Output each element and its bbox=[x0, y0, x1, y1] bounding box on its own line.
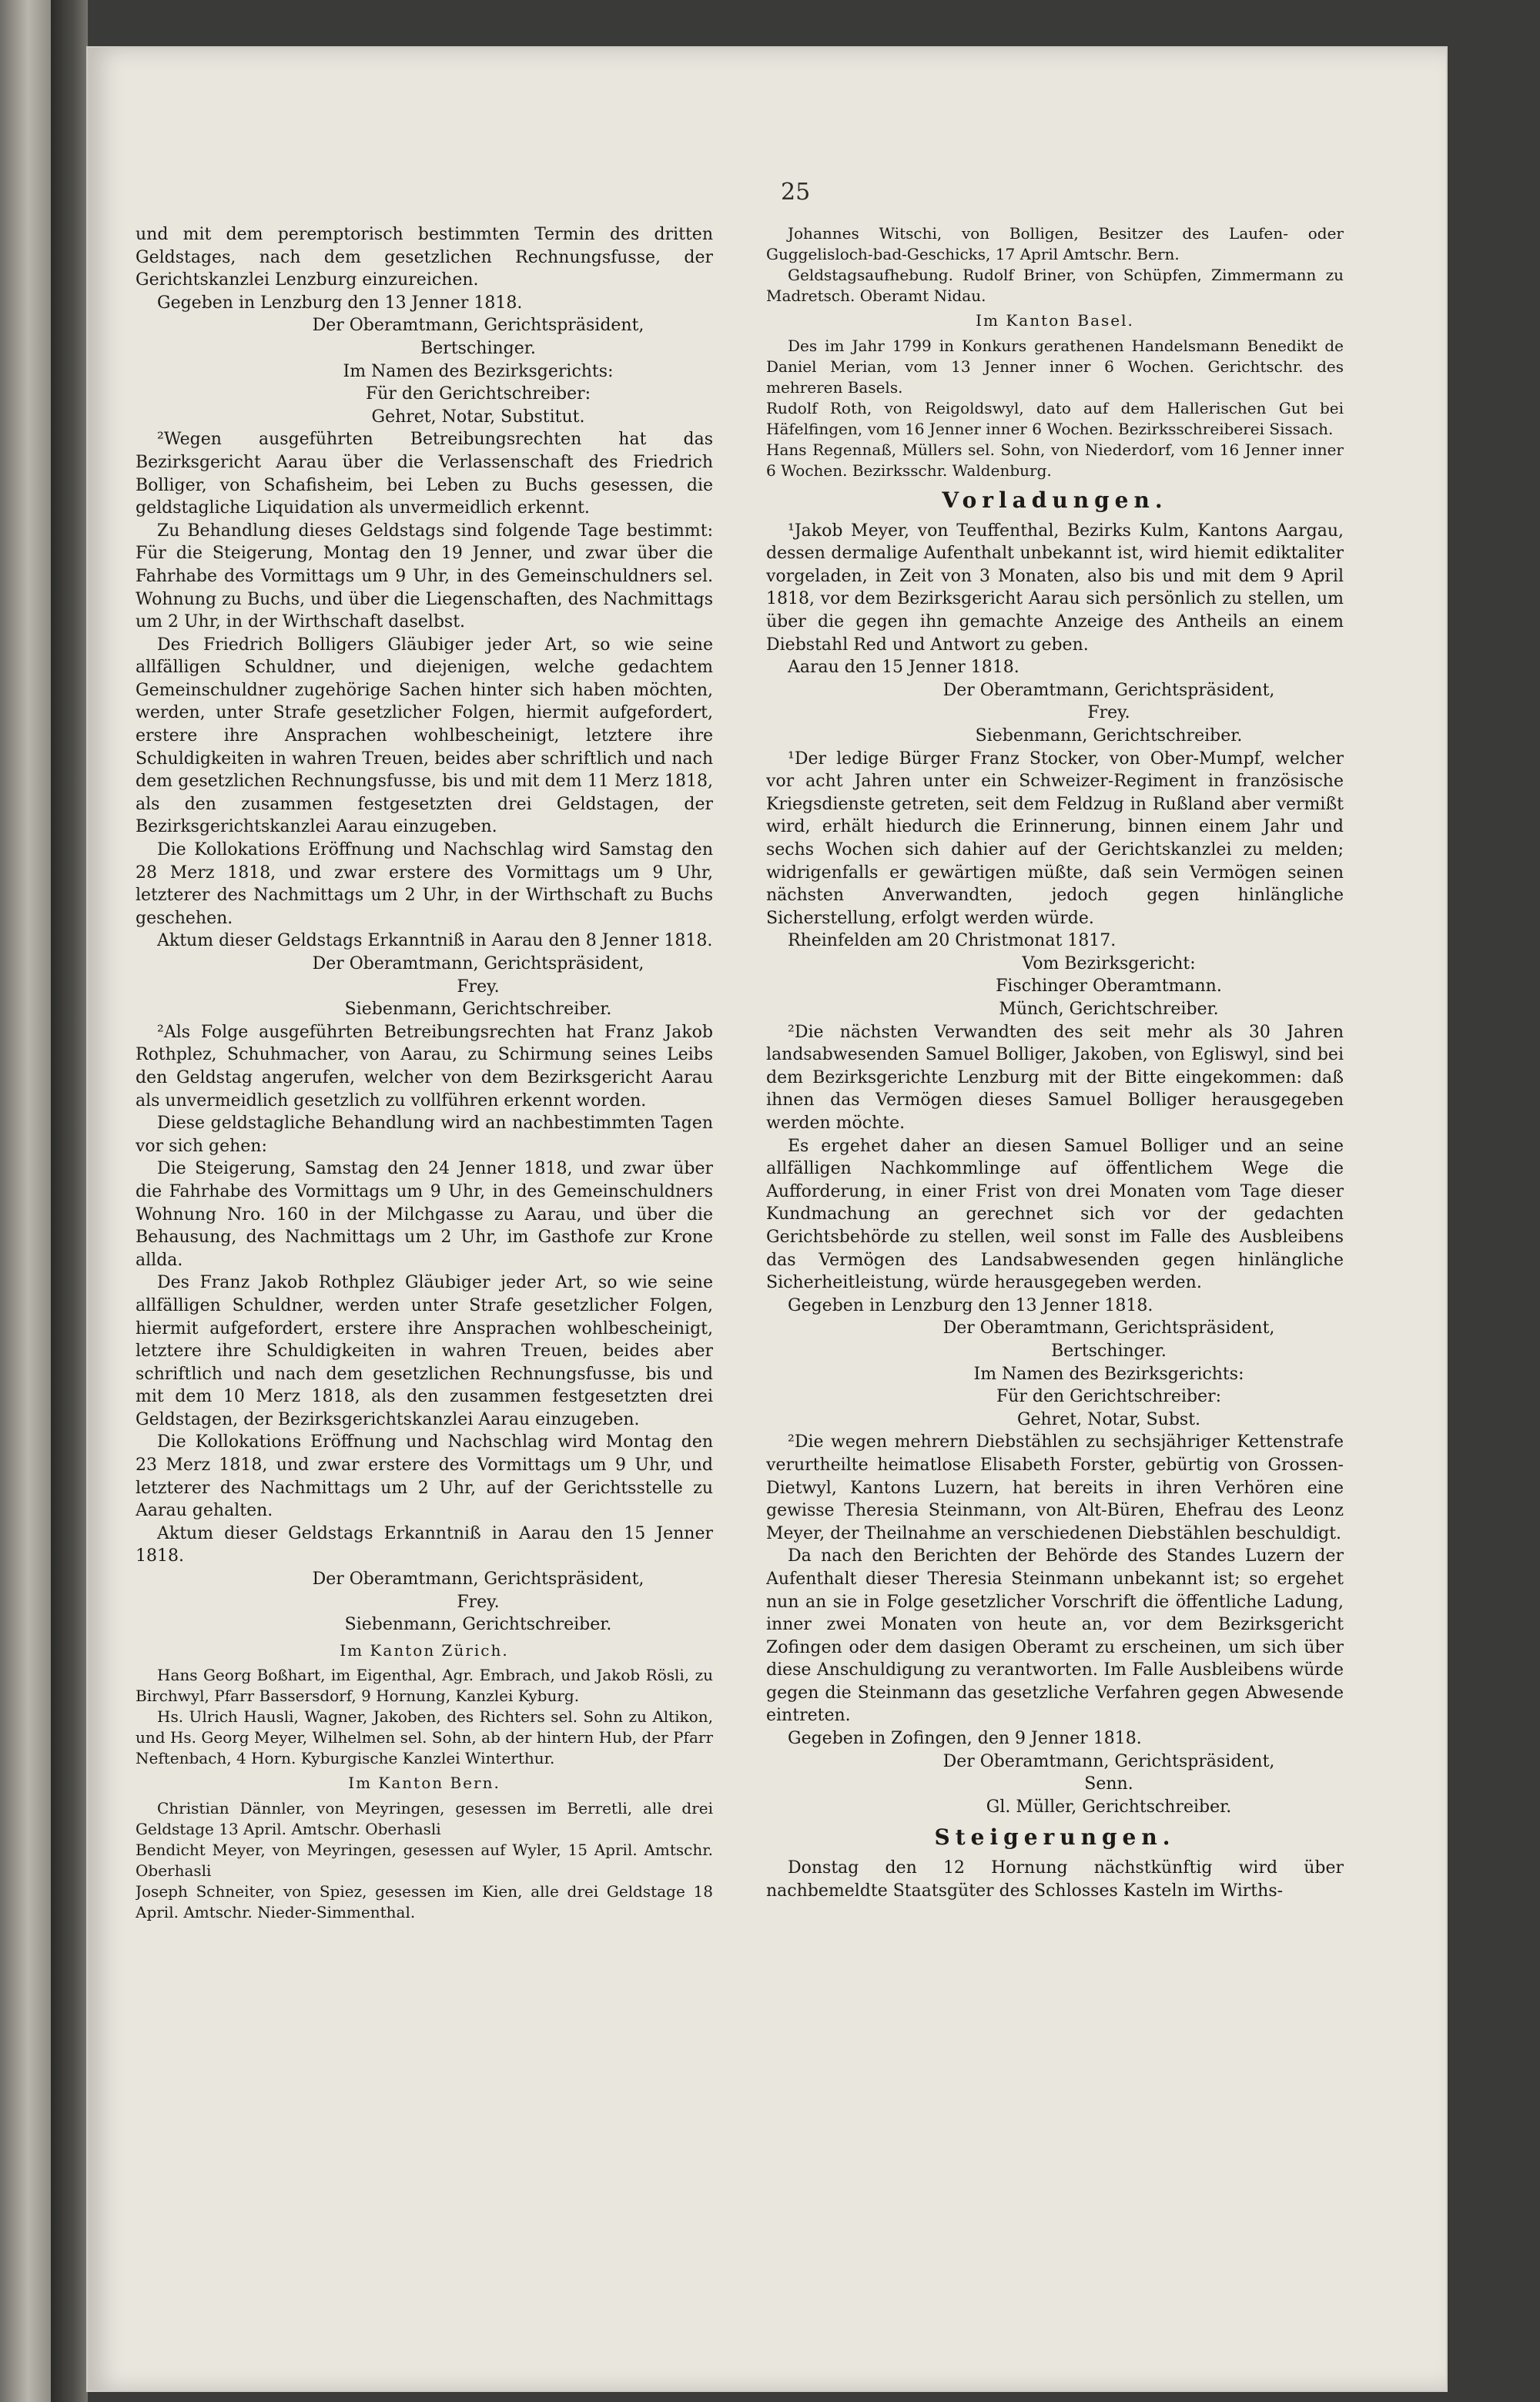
list-entry: Hs. Ulrich Hausli, Wagner, Jakoben, des Richters sel. Sohn zu Altikon, und Hs. Georg Meyer, Wilhelmen sel. Sohn, ab der hintern Hub, der Pfarr Neftenbach, 4 Horn. Kyburgische Kanzlei Winterthur. bbox=[136, 1707, 713, 1768]
signature-line: Bertschinger. bbox=[1051, 1341, 1167, 1361]
list-entry: Joseph Schneiter, von Spiez, gesessen im Kien, alle drei Geldstage 18 April. Amtschr. Nieder-Simmenthal. bbox=[136, 1882, 713, 1921]
page-number: 25 bbox=[781, 179, 811, 206]
signature-line: Fischinger Oberamtmann. bbox=[996, 977, 1222, 997]
section-subheading: Im Kanton Basel. bbox=[976, 311, 1134, 330]
list-entry: Hans Regennaß, Müllers sel. Sohn, von Niederdorf, vom 16 Jenner inner 6 Wochen. Bezirksschr. Waldenburg. bbox=[766, 440, 1344, 480]
signature-line: Im Namen des Bezirksgerichts: bbox=[343, 361, 614, 381]
paragraph: Des Friedrich Bolligers Gläubiger jeder Art, so wie seine allfälligen Schuldner, und diejenigen, welche gedachtem Gemeinschuldner zugehörige Sachen hinter sich haben möchten, werden, unter Strafe gesetzlicher Folgen, hiermit aufgefordert, erstere ihre Ansprachen wohlbescheinigt, letztere ihre Schuldigkeiten in wahren Treuen, beides aber schriftlich und nach dem gesetzlichen Rechnungsfusse, bis und mit dem 11 Merz 1818, als den zusammen festgesetzten drei Geldstagen, der Bezirksgerichtskanzlei Aarau einzugeben. bbox=[136, 635, 713, 837]
signature-line: Gl. Müller, Gerichtschreiber. bbox=[986, 1797, 1232, 1817]
signature-line: Siebenmann, Gerichtschreiber. bbox=[975, 725, 1243, 745]
paragraph: Aktum dieser Geldstags Erkanntniß in Aarau den 15 Jenner 1818. bbox=[136, 1523, 713, 1566]
dateline: Gegeben in Lenzburg den 13 Jenner 1818. bbox=[157, 293, 523, 313]
notice-paragraph: ²Wegen ausgeführten Betreibungsrechten hat das Bezirksgericht Aarau über die Verlassenschaft des Friedrich Bolliger, von Schafisheim, bei Leben zu Buchs gesessen, die geldstagliche Liquidation als unvermeidlich erkennt. bbox=[136, 430, 713, 518]
list-entry: Des im Jahr 1799 in Konkurs gerathenen Handelsmann Benedikt de Daniel Merian, vom 13 Jenner inner 6 Wochen. Gerichtschr. des mehreren Basels. bbox=[766, 336, 1344, 397]
notice-paragraph: ²Die wegen mehrern Diebstählen zu sechsjähriger Kettenstrafe verurtheilte heimatlose Elisabeth Forster, gebürtig von Grossen-Dietwyl, Kantons Luzern, hat bereits in ihren Verhören eine gewisse Theresia Steinmann, von Alt-Büren, Ehefrau des Leonz Meyer, der Theilnahme an verschiedenen Diebstählen beschuldigt. bbox=[766, 1432, 1344, 1543]
signature-line: Gehret, Notar, Subst. bbox=[1016, 1409, 1201, 1429]
adjacent-page-edge bbox=[0, 0, 51, 2402]
left-column bbox=[136, 223, 713, 2295]
paragraph: Des Franz Jakob Rothplez Gläubiger jeder Art, so wie seine allfälligen Schuldner, werden unter Strafe gesetzlicher Folgen, hiermit aufgefordert, erstere ihre Ansprachen wohlbescheinigt, letztere ihre Schuldigkeiten in wahren Treuen, beides aber schriftlich und nach dem gesetzlichen Rechnungsfusse, bis und mit dem 10 Merz 1818, als den zusammen festgesetzten drei Geldstagen, der Bezirksgerichtskanzlei Aarau einzugeben. bbox=[136, 1273, 713, 1429]
signature-line: Für den Gerichtschreiber: bbox=[365, 384, 591, 404]
signature-line: Frey. bbox=[457, 977, 500, 997]
section-subheading: Im Kanton Bern. bbox=[348, 1774, 500, 1793]
dateline: Gegeben in Lenzburg den 13 Jenner 1818. bbox=[788, 1295, 1153, 1315]
list-entry: Christian Dännler, von Meyringen, gesessen im Berretli, alle drei Geldstage 13 April. Amtschr. Oberhasli bbox=[136, 1799, 713, 1838]
signature-line: Bertschinger. bbox=[420, 338, 536, 358]
book-spine bbox=[51, 0, 88, 2402]
dateline: Gegeben in Zofingen, den 9 Jenner 1818. bbox=[788, 1729, 1142, 1749]
paragraph: und mit dem peremptorisch bestimmten Termin des dritten Geldstages, nach dem gesetzlichen Rechnungsfusse, der Gerichtskanzlei Lenzburg einzureichen. bbox=[136, 225, 713, 290]
signature-line: Der Oberamtmann, Gerichtspräsident, bbox=[312, 316, 644, 336]
notice-paragraph: ²Die nächsten Verwandten des seit mehr als 30 Jahren landsabwesenden Samuel Bolliger, Jakoben, von Egliswyl, sind bei dem Bezirksgerichte Lenzburg mit der Bitte eingekommen: daß ihnen das Vermögen dieses Samuel Bolliger herausgegeben werden möchte. bbox=[766, 1022, 1344, 1134]
paragraph: Die Steigerung, Samstag den 24 Jenner 1818, und zwar über die Fahrhabe des Vormittags um 9 Uhr, in des Gemeinschuldners Wohnung Nro. 160 in der Milchgasse zu Aarau, und über die Behausung, des Nachmittags um 2 Uhr, im Gasthofe zur Krone allda. bbox=[136, 1159, 713, 1270]
signature-line: Siebenmann, Gerichtschreiber. bbox=[344, 1000, 612, 1020]
signature-line: Vom Bezirksgericht: bbox=[1022, 953, 1196, 973]
list-entry: Bendicht Meyer, von Meyringen, gesessen auf Wyler, 15 April. Amtschr. Oberhasli bbox=[136, 1841, 713, 1880]
signature-line: Senn. bbox=[1084, 1774, 1133, 1794]
list-entry: Rudolf Roth, von Reigoldswyl, dato auf dem Hallerischen Gut bei Häfelfingen, vom 16 Jenner inner 6 Wochen. Bezirksschreiberei Sissach. bbox=[766, 398, 1344, 438]
section-heading: Steigerungen. bbox=[934, 1824, 1176, 1851]
section-heading: Vorladungen. bbox=[942, 487, 1168, 513]
signature-line: Der Oberamtmann, Gerichtspräsident, bbox=[942, 1318, 1275, 1338]
signature-line: Siebenmann, Gerichtschreiber. bbox=[344, 1615, 612, 1635]
dateline: Aarau den 15 Jenner 1818. bbox=[788, 658, 1019, 678]
paragraph: Die Kollokations Eröffnung und Nachschlag wird Montag den 23 Merz 1818, und zwar erstere des Vormittags um 9 Uhr, und letzterer des Nachmittags um 2 Uhr, auf der Gerichtsstelle zu Aarau gehalten. bbox=[136, 1432, 713, 1521]
paragraph: Da nach den Berichten der Behörde des Standes Luzern der Aufenthalt dieser Theresia Steinmann unbekannt ist; so ergehet nun an sie in Folge gesetzlicher Vorschrift die öffentliche Ladung, inner zwei Monaten von heute an, vor dem Bezirksgericht Zofingen oder dem dasigen Oberamt zu erscheinen, um sich über diese Anschuldigung zu verantworten. Im Falle Ausbleibens würde gegen die Steinmann das gesetzliche Verfahren gegen Abwesende eintreten. bbox=[766, 1546, 1344, 1726]
paragraph: Aktum dieser Geldstags Erkanntniß in Aarau den 8 Jenner 1818. bbox=[157, 931, 713, 951]
signature-line: Der Oberamtmann, Gerichtspräsident, bbox=[942, 680, 1275, 700]
right-column bbox=[766, 223, 1344, 2295]
signature-line: Der Oberamtmann, Gerichtspräsident, bbox=[312, 1570, 644, 1590]
signature-line: Frey. bbox=[1087, 703, 1130, 723]
paragraph: Donstag den 12 Hornung nächstkünftig wird über nachbemeldte Staatsgüter des Schlosses Kasteln im Wirths- bbox=[766, 1858, 1344, 1901]
section-subheading: Im Kanton Zürich. bbox=[340, 1640, 509, 1660]
notice-paragraph: ²Als Folge ausgeführten Betreibungsrechten hat Franz Jakob Rothplez, Schuhmacher, von Aarau, zu Schirmung seines Leibs den Geldstag angerufen, welcher von dem Bezirksgericht Aarau als unvermeidlich gesetzlich zu vollführen erkennt worden. bbox=[136, 1022, 713, 1111]
signature-line: Im Namen des Bezirksgerichts: bbox=[973, 1364, 1244, 1384]
paragraph: Die Kollokations Eröffnung und Nachschlag wird Samstag den 28 Merz 1818, und zwar erstere des Vormittags um 9 Uhr, letzterer des Nachmittags um 2 Uhr, in der Wirthschaft zu Buchs geschehen. bbox=[136, 840, 713, 928]
paragraph: Diese geldstagliche Behandlung wird an nachbestimmten Tagen vor sich gehen: bbox=[136, 1114, 713, 1156]
dateline: Rheinfelden am 20 Christmonat 1817. bbox=[788, 931, 1116, 951]
signature-line: Münch, Gerichtschreiber. bbox=[999, 1000, 1219, 1020]
paragraph: Zu Behandlung dieses Geldstags sind folgende Tage bestimmt: Für die Steigerung, Montag den 19 Jenner, und zwar über die Fahrhabe des Vormittags um 9 Uhr, in des Gemeinschuldners sel. Wohnung zu Buchs, und über die Liegenschaften, des Nachmittags um 2 Uhr, in der Wirthschaft daselbst. bbox=[136, 521, 713, 632]
signature-line: Der Oberamtmann, Gerichtspräsident, bbox=[312, 954, 644, 973]
list-entry: Hans Georg Boßhart, im Eigenthal, Agr. Embrach, und Jakob Rösli, zu Birchwyl, Pfarr Bassersdorf, 9 Hornung, Kanzlei Kyburg. bbox=[136, 1666, 713, 1706]
notice-paragraph: ¹Jakob Meyer, von Teuffenthal, Bezirks Kulm, Kantons Aargau, dessen dermalige Aufenthalt unbekannt ist, wird hiemit ediktaliter vorgeladen, in Zeit von 3 Monaten, also bis und mit dem 9 April 1818, vor dem Bezirksgericht Aarau sich persönlich zu stellen, um über die gegen ihn gemachte Anzeige des Antheils an einem Diebstahl Red und Antwort zu geben. bbox=[766, 521, 1344, 655]
notice-paragraph: ¹Der ledige Bürger Franz Stocker, von Ober-Mumpf, welcher vor acht Jahren unter ein Schweizer-Regiment in französische Kriegsdienste getreten, seit dem Feldzug in Rußland aber vermißt wird, erhält hiedurch die Erinnerung, binnen einem Jahr und sechs Wochen sich dahier auf der Gerichtskanzlei zu melden; widrigenfalls er gewärtigen müßte, daß sein Vermögen seinen nächsten Anverwandten, jedoch gegen hinlängliche Sicherstellung, erfolgt werden würde. bbox=[766, 749, 1344, 928]
list-entry: Geldstagsaufhebung. Rudolf Briner, von Schüpfen, Zimmermann zu Madretsch. Oberamt Nidau. bbox=[766, 266, 1344, 305]
list-entry: Johannes Witschi, von Bolligen, Besitzer des Laufen- oder Guggelisloch-bad-Geschicks, 17 April Amtschr. Bern. bbox=[766, 224, 1344, 263]
signature-line: Der Oberamtmann, Gerichtspräsident, bbox=[942, 1751, 1275, 1771]
signature-line: Für den Gerichtschreiber: bbox=[996, 1387, 1222, 1407]
signature-line: Gehret, Notar, Substitut. bbox=[371, 407, 585, 427]
paragraph: Es ergehet daher an diesen Samuel Bolliger und an seine allfälligen Nachkommlinge auf öffentlichem Wege die Aufforderung, in einer Frist von drei Monaten vom Tage dieser Kundmachung an gerechnet sich vor der gedachten Gerichtsbehörde zu stellen, weil sonst im Falle des Ausbleibens das Vermögen des Landsabwesenden gegen hinlängliche Sicherheitleistung, würde herausgegeben werden. bbox=[766, 1136, 1344, 1293]
signature-line: Frey. bbox=[457, 1592, 500, 1612]
